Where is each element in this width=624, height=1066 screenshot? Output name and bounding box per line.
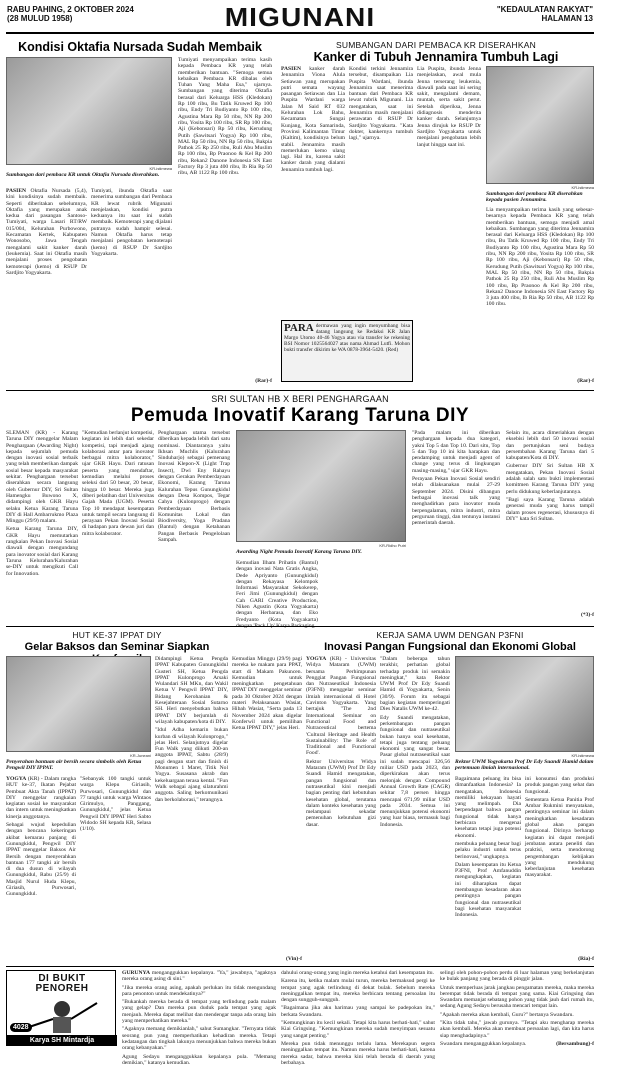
serial-col3: selingi oleh pohon-pohon perdu di luar halaman yang berkelanjutan ke bulak panjang yang berada di pinggir jalan.: [440, 970, 594, 983]
story5-col4: membuka peluang besar bagi pelaku industri untuk terus berinovasi," ungkapnya.: [455, 840, 521, 860]
serial-col1: menganggukkan kepalanya. "Ya," jawabnya, "agaknya mereka orang asing di sini.": [122, 970, 276, 983]
story5-column-4: [525, 776, 594, 954]
story2-kicker: SUMBANGAN DARI PEMBACA KR DISERAHKAN: [336, 40, 536, 50]
story4-col3: "Idul Adha kemarin bukan kurban di wilayah Kulonprogo," jelas Heri. Selanjutnya digelar Fun Walk yang diikuti 200-an anggota IPPAT, Sabtu (28/9) pagi dengan start dan finish di Monumen 1 Maret, Titik Nol Yogya. Susasana akrab dan kekeluargaan terasa kental. "Fun Walk sebagai ajang silaturahmi anggota. Saling berkomunikasi dan berkolaborasi," terangnya.: [155, 727, 229, 803]
serial-col2: dahului orang-orang yang ingin mereka ketahui dari kesempatan itu.: [281, 970, 435, 976]
masthead-section: [497, 5, 593, 23]
story2-body: kanker darah Jennamira Viona Alula Setiawan yang merupakan putri semata wayang pasangan Setiawan dan Lia Puspita Wardani warga Jalan M Said RT 032 Kelurahan Lok Bahu, Kecamatan Sungai Kunjang, Kota Samarinda, Provinsi Kalimantan Timur (Kaltim), kondisinya belum stabil. Jennamira masih memerlukan kemo ulang lagi. Hal itu, karena sakit kanker darah yang dialami Jennamira tumbuh lagi.: [281, 66, 345, 173]
story2-body-3: Lia Puspita, ibunda Jenna menjelaskan, awal mula Jenna terserang leukemia, diawali pada saat ini sering sakit, mengalami demam, muntah, serta sakit perut. Setelah diperiksa, Jenna didiagnosis menderita kanker darah. Selanjutnya Jenna dirujuk ke RSUP Dr Sardjito Yogyakarta untuk menjalani pengobatan lebih lanjut hingga saat ini.: [417, 66, 481, 148]
story3-column-6: [506, 430, 594, 612]
story5-col4b: Dalam kesempatan itu Ketua P3FNI, Prof Amfanuddin mengungkapkan, kegiatan ini diharapkan dapat membangun kesadaran akan pentingnya pangan fungsional dan nutraseutikal bagi kesehatan masyarakat Indonesia.: [455, 861, 521, 919]
serial-col1e: Agung Sedayu menganggukkan kepalanya pula. "Memang demikian," katanya kemudian.: [122, 1053, 276, 1066]
story5-headline: Inovasi Pangan Fungsional dan Ekonomi Global: [324, 641, 576, 653]
story5-col5: ini konsumsi dan produksi produk pangan yang sehat dan fungsional.: [525, 776, 594, 795]
story3-col6c: "Bagi saya Karang Taruna adalah generasi muda yang harus tampil dalam proses regenerasi, khususnya di DIY" kata Sri Sultan.: [506, 496, 594, 522]
story5-caption: Rektor UWM Yogyakarta Prof Dr Edy Suandi Hamid dalam pertemuan ilmiah internasional.: [455, 759, 594, 772]
story4-col2b: Didampingi Ketua Pengda IPPAT Kabupaten Gunungkidul Gusteri SH, Ketua Pengda IPPAT Kulonprogo Arsaki Wulandari SH MKn, dan Wakil Ketua V Pengwil IPPAT DIY, Bidang Kerohanian & Kesejahteraan Sosial Sutarno SH. Heri menyebutkan bahwa IPPAT DIY berjumlah di wilayah kabupaten/kota di DIY.: [155, 656, 228, 725]
story5-photo: [455, 656, 594, 752]
story5-column-3: [455, 776, 521, 962]
divider-2: [6, 626, 594, 627]
story4-col1: (KR) - Dalam rangka HUT ke-37, Ikatan Pejabat Pembuat Akta Tanah (IPPAT) DIY menggelar rangkaian kegiatan sosial ke masyarakat dan intern untuk meningkatkan kinerja anggotanya.: [6, 776, 76, 820]
story4-column-1: [6, 776, 76, 966]
story3-column-4b: [322, 560, 406, 620]
story5-col1: (KR) - Universitas Widya Mataram (UWM) bersama Perhimpunan Penggiat Pangan Fungsional dan Nutraseutikal Indonesia (P3FNI) menggelar seminar ilmiah internasional di Hotel Cavinton Yogyakarta. Yang bertajuk "The 2nd International Seminar on Functional Food and Nutraceutical bertema 'Cultural Heritage and Health Sustainability: The Role of Traditional and Functional Food'.: [306, 656, 376, 757]
story2-lead: PASIEN: [281, 66, 302, 72]
story4-headline: Gelar Baksos dan Seminar Siapkan: [24, 641, 210, 653]
story3-kicker: SRI SULTAN HB X BERI PENGHARGAAN: [211, 394, 389, 404]
masthead-date-gregorian: RABU PAHING, 2 OKTOBER 2024: [7, 5, 134, 14]
story5-lead: YOGYA: [306, 656, 327, 662]
story5-sign: (Ria)-f: [578, 956, 594, 962]
story3-photo: [236, 430, 406, 542]
story5-col3b: Bagaimana peluang itu bisa dimanfaatkan Indonesia? Ia mengatakan, Indonesia memiliki kekayaan hayati yang melimpah. Dia berpendapat bahwa pangan fungsional tidak hanya berbicara mengenai kesehatan tetapi juga potensi ekonomi.: [455, 776, 521, 839]
serial-col3c: "Apakah mereka akan kembali, Guru?" bertanya Swandaru.: [440, 1011, 574, 1018]
story3-column-3: [158, 430, 230, 620]
serial-sign: (Bersambung)-f: [556, 1041, 594, 1047]
masthead-date-javanese: (28 MULUD 1958): [7, 14, 73, 23]
story4-column-3: [155, 656, 228, 964]
story3-col5b: Perayaan Pekan Inovasi Sosial sendiri telah dilaksanakan mulai 27-29 September 2024. Disini dibangun berbagai inovasi talk yang menghadirkan para inovator muda berpengalaman, mitra industri, mitra perguruan tinggi, dan tentunya instansi pemerintah daerah.: [412, 476, 500, 527]
story1-body-2: Tumiyati, ibunda Oktafia saat menerima sumbangan dari Pembaca KR lewat rubrik Migunani menjelaskan, kondisi putra keduanya itu saat ini sudah membaik. Kemoterapi yang dijalani putranya sudah hampir selesai. Namun Oktafia harus tetap menjalani pengobatan kemoterapi (kemo) di RSUP Dr Sardjito Yogyakarta.: [91, 188, 172, 257]
serial-col2e: Mereka pun tidak menunggu terlalu lama. Merekapun segera meninggalkan tempat itu. Namun mereka harus berhati-hati, karena mereka sadar, bahwa mereka kini telah berada di daerah yang berbahaya.: [281, 1040, 435, 1066]
story3-col3: Penghargaan utama tersebut diberikan kepada lebih dari satu nominasi. Diantaranya yaitu Ikhsan Muchlis (Kalurahan Sinduharjo) sebagai pemenang Inovasi Klepon-X (Light Trap Insect), Dwi Eny Rahayu dengan Gerakan Pemberdayaan Ekonomi, Karang Taruna Kalurahan Tepus Gunungkidul dengan Desa Kompos, Tegar Cahya (Kulonprogo) dengan Pemberdayaan Berbasis Komunitas Lokal dan Biodiversity, Yoga Pradana (Bantul) dengan Ketahanan Pangan Berbasis Pengelolaan Sampah.: [158, 430, 230, 544]
serial-col3b: Untuk memperluas jarak jangkau pengamatan mereka, maka mereka berempat tidak berada di tempat yang sama. Kiai Gringsing dan Swandaru memanjat sebatang pohon yang tidak jauh dari rumah itu, sedang Agung Sedayu berusaha mencari tempat lain.: [440, 984, 594, 1010]
serial-col2b: Karena itu, ketika malam mulai turun, mereka bermaksud pergi ke tempat yang agak terlindung di dekat bulak. Sebelum mereka meninggalkan tempat itu, mereka berbicara tentang persoalan itu dengan sungguh-sungguh.: [281, 978, 435, 1004]
story4-col2: "Sebanyak 100 tangki untuk warga Klepu Giriasih, Purwosari, Gunungkidul dan 77 tangki untuk warga Wintaos Girimulyo, Panggang, Gunungkidul," jelas Ketua Pengwil DIY IPPAT Heri Sabto Widodo SH kepada KR, Selasa (1/10).: [80, 776, 151, 833]
story4-column-4: [232, 656, 302, 956]
story4-caption: Penyerahan bantuan air bersih secara simbolis oleh Ketua Pengwil DIY IPPAT.: [6, 759, 142, 772]
story5-kicker: KERJA SAMA UWM DENGAN P3FNI: [376, 630, 524, 640]
story4-kicker: HUT KE-37 IPPAT DIY: [72, 630, 162, 640]
comic-author: Karya SH Mintardja: [7, 1035, 117, 1046]
story5-col2b: "Dalam beberapa tahun terakhir, perhatian global terhadap produk ini semakin meningkat," kata Rektor UWM Prof Dr Edy Suandi Hamid di Yogyakarta, Senin (30/9). Forum itu sebagai bagian kegiatan memperingati Dies Natalis UWM ke-42.: [380, 656, 450, 713]
notice-lead: PARA: [284, 322, 314, 334]
story3-caption: Awarding Night Pemuda Inovatif Karang Taruna DIY.: [236, 549, 362, 555]
story5-col3: Edy Suandi mengatakan, perkembangan pangan fungsional dan nutraseutikal bukan hanya soal kesehatan, tetapi juga tentang peluang ekonomi yang sangat besar. Pasar global nutraseutikal saat ini sudah mencapai 326,56 miliar USD pada 2023, dan diperkirakan akan terus melonjak dengan Compound Annual Growth Rate (CAGR) sekitar 7,8 persen hingga mencapai 671,99 miliar USD pada 2034. Semua ini menunjukkan potensi ekonomi yang luar biasa, termasuk bagi Indonesia.: [380, 714, 450, 828]
divider-1: [6, 390, 594, 391]
story2-photo-credit: KR-istimewa: [571, 185, 594, 190]
story5-column-1: [306, 656, 376, 964]
story3-col2: "Kemudian berlanjut kompetisi, kegiatan ini lebih dari sekedar kompetisi, tapi menjadi ajang kolaborasi antar para inovator berbagai mitra kolaborator," ujar GKR Hayu. Dari ratusan peserta yang mendaftar, kemudian melalui proses seleksi dari 50 besar, 20 besar, hingga 10 besar. Mereka juga diberi pelatihan dari Universitas Gajah Mada (UGM). Peserta Top 10 mendapat kesempatan untuk tampil secara langsung di perayaan Pekan Inovasi Sosial di hadapan para dewan juri dan mitra kolaborator.: [82, 430, 154, 537]
story3-headline: Pemuda Inovatif Karang Taruna DIY: [130, 405, 470, 426]
story3-col5: "Pada malam ini diberikan penghargaan kepada dua kategori, yakni Top 5 dan Top 10. Dari situ, Top 5 dan Top 10 ini kita harapkan dan pendamping untuk menjadi agent of change yang terus di lingkungan masing-masing," ujar GKR Hayu.: [412, 430, 500, 474]
story3-column-2: [82, 430, 154, 620]
serial-col3d: "Kita tidak tahu," jawab gurunya. "Tetapi aku mengharap mereka akan kembali. Mereka akan membuat persoalan lagi, dan kita harus siap menghadapinya.": [440, 1020, 594, 1039]
comic-number: 4028: [10, 1023, 32, 1032]
story1-caption: Sumbangan dari pembaca KR untuk Oktafia Nursada diserahkan.: [6, 172, 160, 178]
masthead-page-number: HALAMAN 13: [541, 14, 593, 23]
notice-text: dermawan yang ingin menyumbang bisa datang langsung ke Redaksi KR Jalan Margo Utomo 40-46 Yogya atau via transfer ke rekening BSI Nomor 1025564027 atas nama Ahmad Lutfi. Mohon bukti transfer dikirim ke WA 0878-3964-5420. (Red): [284, 323, 410, 353]
story3-col1b: Ketua Karang Taruna DIY, GKR Hayu memutarkan rangkaian Pekan Inovasi Sosial diawali dengan mengundang para inovator sosial dari Karang Taruna Kelurahan/Kalurahan se-DIY untuk mengikuti Call for Innovation.: [6, 526, 78, 577]
story2-column-4: [486, 207, 594, 377]
story1-column-1: [6, 188, 87, 386]
masthead-paper-name: "KEDAULATAN RAKYAT": [496, 5, 593, 14]
story1-sign: (Rar)-f: [255, 378, 272, 384]
serial-column-2: [281, 970, 435, 1066]
story2-body-4: Lia menyampaikan terima kasih yang sebesar-besarnya kepada Pembaca KR yang telah memberikan bantuan, semoga menjadi amal kebaikan. Sumbangan yang diterima Jennamira berasal dari Keluarga HSS (Kledokan) Rp 100 ribu, Bu Tatik Kruwed Rp 100 ribu, Endy Tri Budiyanto Rp 100 ribu, Agustina Mara Rp 50 ribu, NN Rp 200 ribu, Yosita Rp 100 ribu, SR Rp 100 ribu, Aji (Kebonsari) Rp 50 ribu, Kerudung Putih (Sawitsari Yogya) Rp 100 ribu, MAL Rp 50 ribu, NN Rp 50 ribu, Bakpia Pathok 25 Rp 250 ribu, Ruli Abu Muslim Rp 100 ribu, Bp Praonoo & Kel Rp 200 ribu, Rekan2 Danone Indonesia SN East Factory Rp 3 juta 400 ribu, Ib Ria Rp 50 ribu, AB 1122 Rp 100 ribu.: [486, 207, 594, 308]
story3-column-1: [6, 430, 78, 620]
story3-sign: (*3)-f: [580, 612, 594, 618]
story3-column-4: [236, 560, 318, 623]
story2-sign: (Rar)-f: [577, 378, 594, 384]
story1-photo: [6, 57, 172, 165]
story5-photo-credit: KR-istimewa: [571, 753, 594, 758]
story5-col5b: Sementara Ketua Panitia Prof Ambar Rukmini menyatakan, pentingnya seminar ini dalam meningkatkan kesadaran global akan pangan fungsional. Dirinya berharap kegiatan ini dapat menjadi jembatan antara peneliti dan praktisi, serta mendorong pengembangan kebijakan yang mendukung keberlanjutan kesehatan masyarakat.: [525, 796, 594, 879]
serial-col1b: "Jika mereka orang asing, apakah perlukan itu tidak mengundang para penonton untuk mendekatinya?": [122, 984, 276, 997]
story3-column-5: [412, 430, 500, 620]
story4-col1b: Sebagai wujud kepedulian dengan bencana kekeringan akibat kemarau panjang di Gunungkidul, Pengwil DIY IPPAT menggelar Baksos Air Bersih dengan menyerahkan bantuan 177 tangki air bersih di dua dusun di wilayah Gunungkidul, Rabu (25/9) di Masjid Nurul Huda Klepu, Giriasih, Purwosari, Gunungkidul.: [6, 822, 76, 898]
story3-photo-credit: KR-Ridho Putri: [379, 543, 406, 548]
story2-photo: [486, 66, 594, 184]
serial-col1c: "Bukankah mereka berada di tempat yang terlindung pada malam yang gelap? Dan mereka pun duduk pada tempat yang agak menjauh. Mereka dapat melihat dan mendengar tanpa ada orang lain yang memperhatikan mereka.": [122, 999, 276, 1025]
story4-lead: YOGYA: [6, 776, 27, 782]
serial-col1d: "Agaknya memang demikianlah," sahut Sumangkar. "Ternyata tidak seorang pun yang memperhatikan kehadiran mereka. Tetapi kedatangan dan tingkah lakunya menunjukkan bahwa mereka bukan orang kebanyakan.": [122, 1026, 276, 1052]
story1-column-3: [178, 57, 272, 377]
story1-lead: PASIEN: [6, 188, 27, 194]
serial-col2d: "Kemungkinan itu kecil sekali. Tetapi kita harus berhati-hati," sahut Kiai Gringsing. "Kemungkinan mereka sudah menyimpan sesuatu yang sangat penting.": [281, 1020, 435, 1039]
masthead-title: MIGUNANI: [224, 2, 376, 32]
divider-3: [6, 966, 594, 967]
story3-col4a: Kemudian Ilham Prihatin (Bantul) dengan inovasi Nata Gratis Angka, Dede Apriyanto (Gunungkidul) dengan Rekayasa Kelompok Informasi Masyarakat Sekokerep, Feri Jimi (Gunungkidul) dengan Cah GARI Creative Production, Niken Agustin (Kota Yogyakarta) dengan Herbarasa, dan Eko Fredyanto (Kota Yogyakarta): [236, 560, 318, 623]
story1-headline: Kondisi Oktafia Nursada Sudah Membaik: [18, 40, 262, 54]
story4-photo-credit: KR-Juneani: [130, 753, 151, 758]
story4-photo: [6, 656, 151, 752]
serial-col2c: "Bagaimana jika aku harimau yang sampai ke padepokan itu," berkata Swandaru.: [281, 1005, 435, 1018]
story2-column-1: [281, 66, 345, 316]
serial-col3e: Swandaru menganggukkan kepalanya.: [440, 1040, 527, 1047]
story5-column-2: [380, 656, 450, 964]
story3-col6b: Gubernur DIY Sri Sultan HB X mengatakan, Pekan Inovasi Sosial adalah salah satu bukti implementasi komitmen Karang Taruna DIY yang perlu didukung keberlanjutannya.: [506, 463, 594, 495]
serial-lead: GURUNYA: [122, 970, 151, 976]
story1-body-3: Tumiyati menyampaikan terima kasih kepada Pembaca KR yang telah memberikan bantuan. "Semoga semua kebaikan Pembaca KR dibalas oleh Tuhan Yang Maha Esa," ujarnya. Sumbangan yang diterima Oktafia berasal dari Keluarga HSS (Kledokan) Rp 100 ribu, Bu Tatik Kruwed Rp 100 ribu, Endy Tri Budiyanto Rp 100 ribu, Agustina Mara Rp 50 ribu, NN Rp 200 ribu, Yosita Rp 100 ribu, SR Rp 100 ribu, Aji (Kebonsari) Rp 50 ribu, Kerudung Putih (Sawitsari Yogya) Rp 100 ribu, MAL Rp 50 ribu, NN Rp 50 ribu, Bakpia Pathok 25 Rp 250 ribu, Ruli Abu Muslim Rp 100 ribu, Bp Praonoo & Kel Rp 200 ribu, Rekan2 Danone Indonesia SN East Factory Rp 3 juta 400 ribu, Ib Ria Rp 50 ribu, AB 1122 Rp 100 ribu.: [178, 57, 272, 177]
story2-headline: Kanker di Tubuh Jennamira Tumbuh Lagi: [313, 50, 559, 64]
story2-body-2: Kondisi terkini Jennamira tersebut, disampaikan Lia Puspita Wardani, ibunda Jennamira saat menerima bantuan dari Pembaca KR lewat rubrik Migunani. Lia mengatakan, saat ini Jennamira masih menjalani perawatan di RSUP Dr Sardjito Yogyakarta. "Kata dokter, kankernya tumbuh lagi," ujarnya.: [349, 66, 413, 142]
story2-caption: Sumbangan dari pembaca KR diserahkan kepada pasien Jennamira.: [486, 191, 583, 204]
comic-strip: [6, 970, 116, 1046]
story1-column-2: [91, 188, 172, 386]
donation-notice: [281, 320, 413, 382]
story2-column-3: [417, 66, 481, 386]
story5-col2: Rektor Universitas Widya Mataram (UWM) Prof Dr Edy Suandi Hamid mengatakan, pangan fungsional dan nutraseutikal kini menjadi bagian penting dari kebutuhan kesehatan global, terutama dalam konteks kesehatan yang melampaui sekadar pemenuhan kebutuhan gizi dasar.: [306, 758, 376, 828]
story1-photo-credit: KR-istimewa: [149, 166, 172, 171]
story4-sign: (Vin)-f: [286, 956, 302, 962]
story4-column-2: [80, 776, 151, 966]
story1-body: Oktafia Nursada (5,4), kini kondisinya sudah membaik. Seperti diberitakan sebelumnya, Oktafia yang merupakan anak kedua dari pasangan Santoso-Tumiyati, warga Lasari RT/RW 015/004, Kelurahan Purbowono, Kecamatan Kertek, Kabupaten Wonosobo, Jawa Tengah mengalami sakit kanker darah (leukemia). Saat ini Oktafia masih menjalani proses pengobatan kemoterapi (kemo) di RSUP Dr Sardjito Yogyakarta.: [6, 188, 87, 276]
story3-col6: Selain itu, acara dimeriahkan dengan eksebisi lebih dari 50 inovasi sosial dan pertunjukan seni budaya persembahan Karang Taruna dari 5 kabupaten/Kota di DIY.: [506, 430, 594, 462]
story4-col3b: Kemudian Minggu (29/9) pagi mereka ke makam para PPAT, start di Makam Pakuncen. Kemudian untuk meningkatkan pengetahuan IPPAT DIY menggelar seminar pada 30 Oktober 2024 dengan materi Pelaksanaan Wasiat, Hibah Wasiat, "Serta pada 13 November 2024 akan digelar Konferwil untuk pemilihan Ketua IPPAT DIY," jelas Heri.: [232, 656, 302, 732]
serial-column-1: [122, 970, 276, 1066]
story3-col1: SLEMAN (KR) - Karang Taruna DIY menggelar Malam Penghargaan (Awarding Night) kepada sejumlah pemuda dengan inovasi sosial terbaik yang telah memberikan dampak sosial besar kepada masyarakat sekitar. Penghargaan tersebut diserahkan secara langsung oleh Gubernur DIY, Sri Sultan Hamengku Buwono X, didampingi oleh GKR Hayu selaku Ketua Karang Taruna DIY di Hall Ambarrukmo Plaza Minggu (29/9) malam.: [6, 430, 78, 525]
story2-column-2: [349, 66, 413, 316]
masthead-rule: [6, 32, 594, 34]
comic-title: DI BUKIT PENOREH: [35, 973, 89, 994]
